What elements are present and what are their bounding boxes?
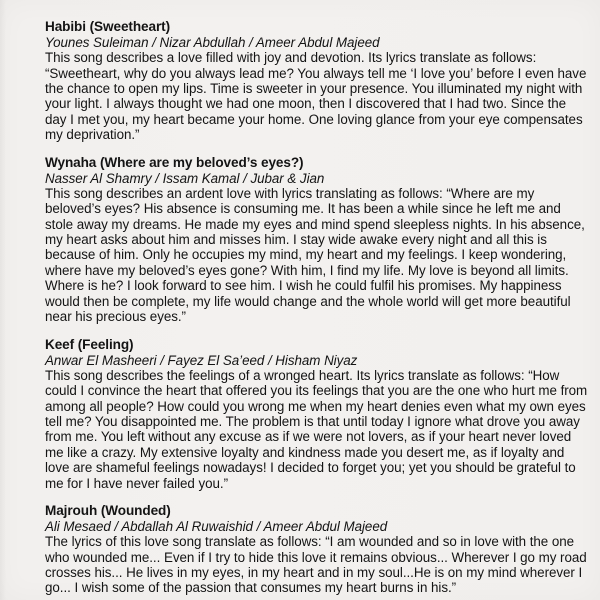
song-section-majrouh — [45, 503, 590, 596]
song-credits: Ali Mesaed / Abdallah Al Ruwaishid / Ameer Abdul Majeed — [45, 518, 388, 534]
song-description: This song describes an ardent love with lyrics translating as follows: “Where are my beloved’s eyes? His absence is consuming me. It has been a while since he left me and stole away my dreams. He made my eyes and mind spend sleepless nights. In his absence, my heart asks about him and misses him. I stay wide awake every night and all this is because of him. Only he occupies my mind, my heart and my feelings. I keep wondering, where have my beloved’s eyes gone? With him, I find my life. My love is beyond all limits. Where is he? I look forward to see him. I wish he could fulfil his promises. My happiness would then be complete, my life would change and the whole world will get more beautiful near his precious eyes.” — [45, 185, 585, 325]
song-title: Wynaha (Where are my beloved’s eyes?) — [45, 154, 304, 170]
song-description: The lyrics of this love song translate as follows: “I am wounded and so in love with the one who wounded me... Even if I try to hide this love it remains obvious... Wherever I go my road crosses his... He lives in my eyes, in my heart and in my soul...He is on my mind wherever I go... I wish some of the passion that consumes my heart burns in his.” — [45, 534, 587, 596]
song-credits: Anwar El Masheeri / Fayez El Sa’eed / Hisham Niyaz — [45, 352, 358, 368]
song-credits: Nasser Al Shamry / Issam Kamal / Jubar & Jian — [45, 170, 325, 186]
song-section-habibi — [45, 19, 590, 143]
song-section-keef — [45, 337, 590, 491]
song-description: This song describes the feelings of a wronged heart. Its lyrics translate as follows: “How could I convince the heart that offered you its feelings that you are the one who hurt me from among all people? How could you wrong me when my heart denies even what my own eyes tell me? You disappointed me. The problem is that until today I ignore what drove you away from me. You left without any excuse as if we were not lovers, as if your heart never loved me like a crazy. My extensive loyalty and kindness made you desert me, as if loyalty and love are shameful feelings nowadays! I decided to forget you; yet you should be grateful to me for I have never failed you.” — [45, 367, 588, 491]
song-credits: Younes Suleiman / Nizar Abdullah / Ameer Abdul Majeed — [45, 35, 380, 50]
song-title: Habibi (Sweetheart) — [45, 19, 170, 34]
song-title: Keef (Feeling) — [45, 336, 134, 352]
song-section-wynaha — [45, 155, 590, 325]
song-description: This song describes a love filled with joy and devotion. Its lyrics translate as follows: “Sweetheart, why do you always lead me? You always tell me ‘I love you’ before I even have the chance to open my lips. Time is sweeter in your presence. You illuminated my night with your light. I always thought we had one moon, then I discovered that I had two. Since the day I met you, my heart became your home. One loving glance from your eye compensates my deprivation.” — [45, 50, 587, 143]
liner-notes-content — [45, 19, 590, 596]
song-title: Majrouh (Wounded) — [45, 502, 171, 518]
